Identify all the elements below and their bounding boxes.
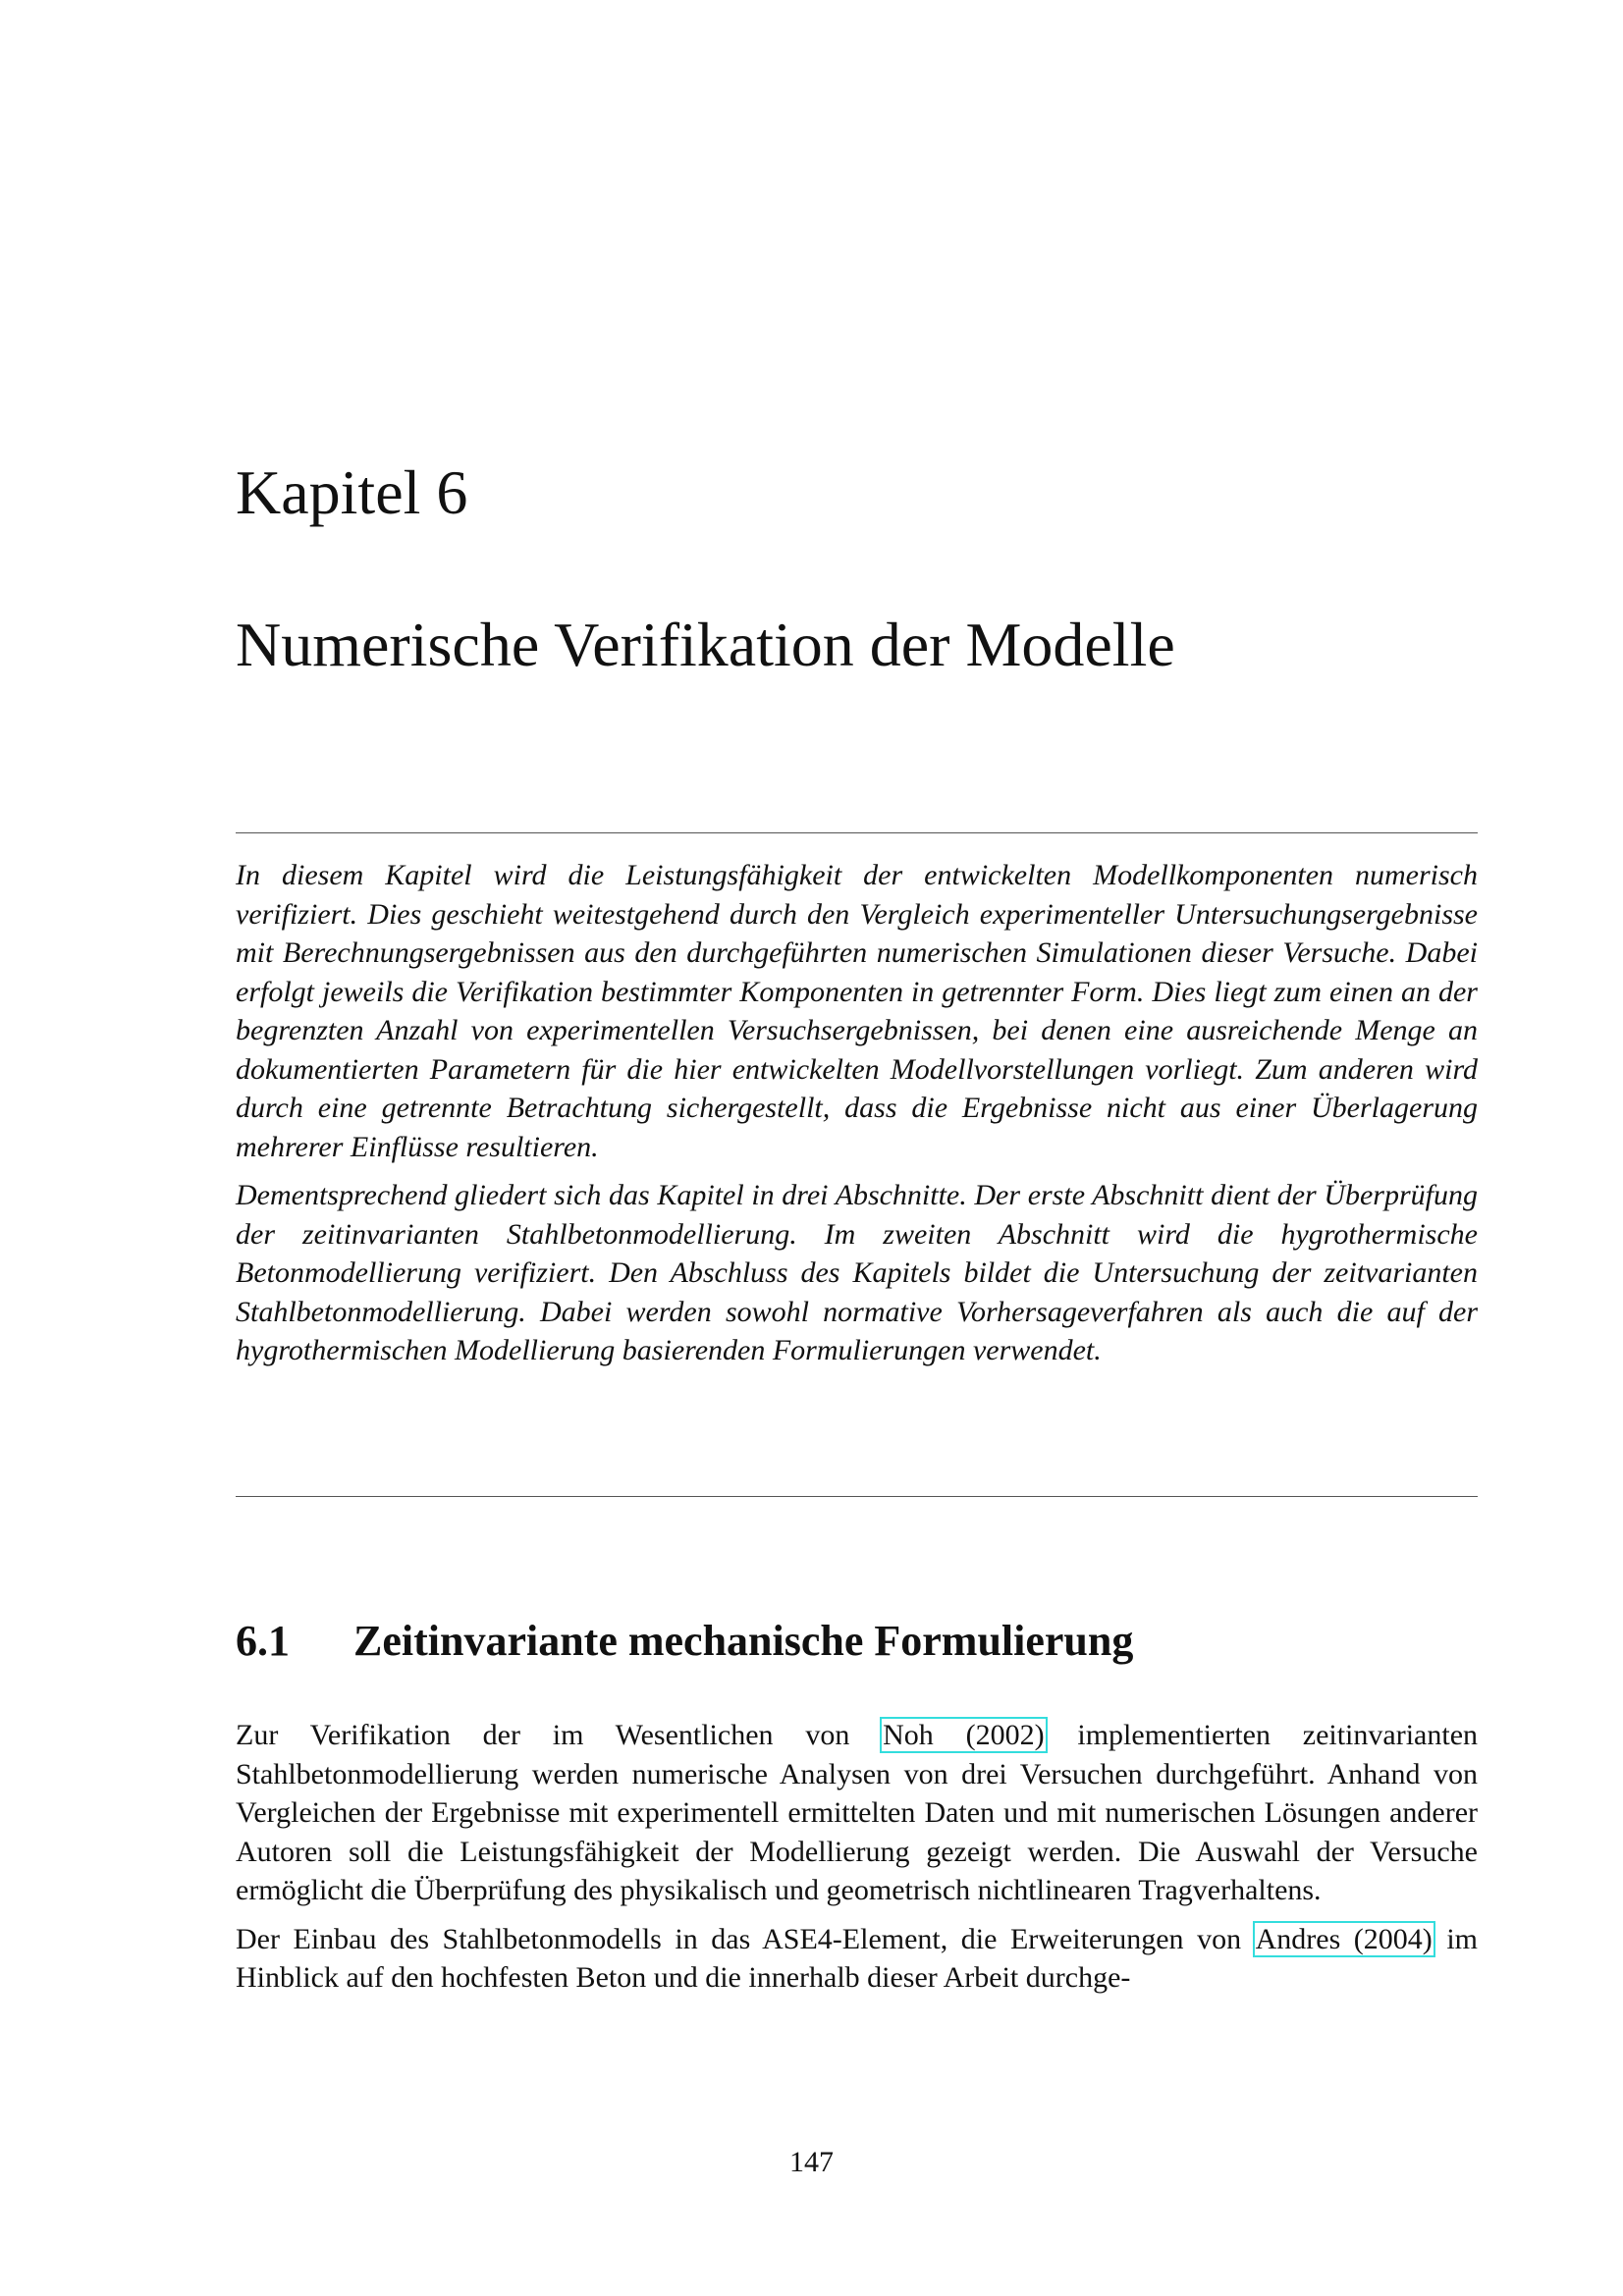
chapter-abstract bbox=[236, 856, 1478, 1380]
chapter-title: Numerische Verifikation der Modelle bbox=[236, 610, 1175, 679]
chapter-label: Kapitel 6 bbox=[236, 457, 468, 527]
section-heading bbox=[236, 1617, 1134, 1665]
body-text-segment: Zur Verifikation der im Wesentlichen von bbox=[236, 1719, 883, 1751]
body-text-segment: im Hinblick auf den hochfesten Beton und die innerhalb dieser Arbeit durchge- bbox=[236, 1922, 1478, 1994]
section-body bbox=[236, 1716, 1478, 2007]
body-paragraph bbox=[236, 1716, 1478, 1910]
body-text-segment: Der Einbau des Stahlbetonmodells in das ASE4-Element, die Erweiterungen von bbox=[236, 1922, 1255, 1955]
section-title: Zeitinvariante mechanische Formulierung bbox=[353, 1617, 1134, 1665]
page-number: 147 bbox=[789, 2146, 834, 2178]
body-paragraph bbox=[236, 1920, 1478, 1998]
body-text-segment: implementierten zeitinvarianten Stahlbetonmodellierung werden numerische Analysen von drei Versuchen durchgeführt. Anhand von Vergleichen der Ergebnisse mit experimentell ermittelten Daten und mit numerischen Lösungen anderer Autoren soll die Leistungsfähigkeit der Modellierung gezeigt werden. Die Auswahl der Versuche ermöglicht die Überprüfung des physikalisch und geometrisch nichtlinearen Tragverhaltens. bbox=[236, 1719, 1479, 1906]
citation-link-noh-2002[interactable]: Noh (2002) bbox=[883, 1719, 1045, 1751]
section-number: 6.1 bbox=[236, 1617, 290, 1665]
citation-link-andres-2004[interactable]: Andres (2004) bbox=[1255, 1922, 1433, 1955]
abstract-bottom-rule bbox=[236, 1496, 1478, 1497]
abstract-paragraph: Dementsprechend gliedert sich das Kapitel in drei Abschnitte. Der erste Abschnitt dient der Überprüfung der zeitinvarianten Stahlbetonmodellierung. Im zweiten Abschnitt wird die hygrothermische Betonmodellierung verifiziert. Den Abschluss des Kapitels bildet die Untersuchung der zeitvarianten Stahlbetonmodellierung. Dabei werden sowohl normative Vorhersageverfahren als auch die auf der hygrothermischen Modellierung basierenden Formulierungen verwendet. bbox=[236, 1179, 1478, 1366]
abstract-top-rule bbox=[236, 832, 1478, 833]
abstract-paragraph: In diesem Kapitel wird die Leistungsfähigkeit der entwickelten Modellkomponenten numerisch verifiziert. Dies geschieht weitestgehend durch den Vergleich experimenteller Untersuchungsergebnisse mit Berechnungsergebnissen aus den durchgeführten numerischen Simulationen dieser Versuche. Dabei erfolgt jeweils die Verifikation bestimmter Komponenten in getrennter Form. Dies liegt zum einen an der begrenzten Anzahl von experimentellen Versuchsergebnissen, bei denen eine ausreichende Menge an dokumentierten Parametern für die hier entwickelten Modellvorstellungen vorliegt. Zum anderen wird durch eine getrennte Betrachtung sichergestellt, dass die Ergebnisse nicht aus einer Überlagerung mehrerer Einflüsse resultieren. bbox=[236, 859, 1478, 1163]
